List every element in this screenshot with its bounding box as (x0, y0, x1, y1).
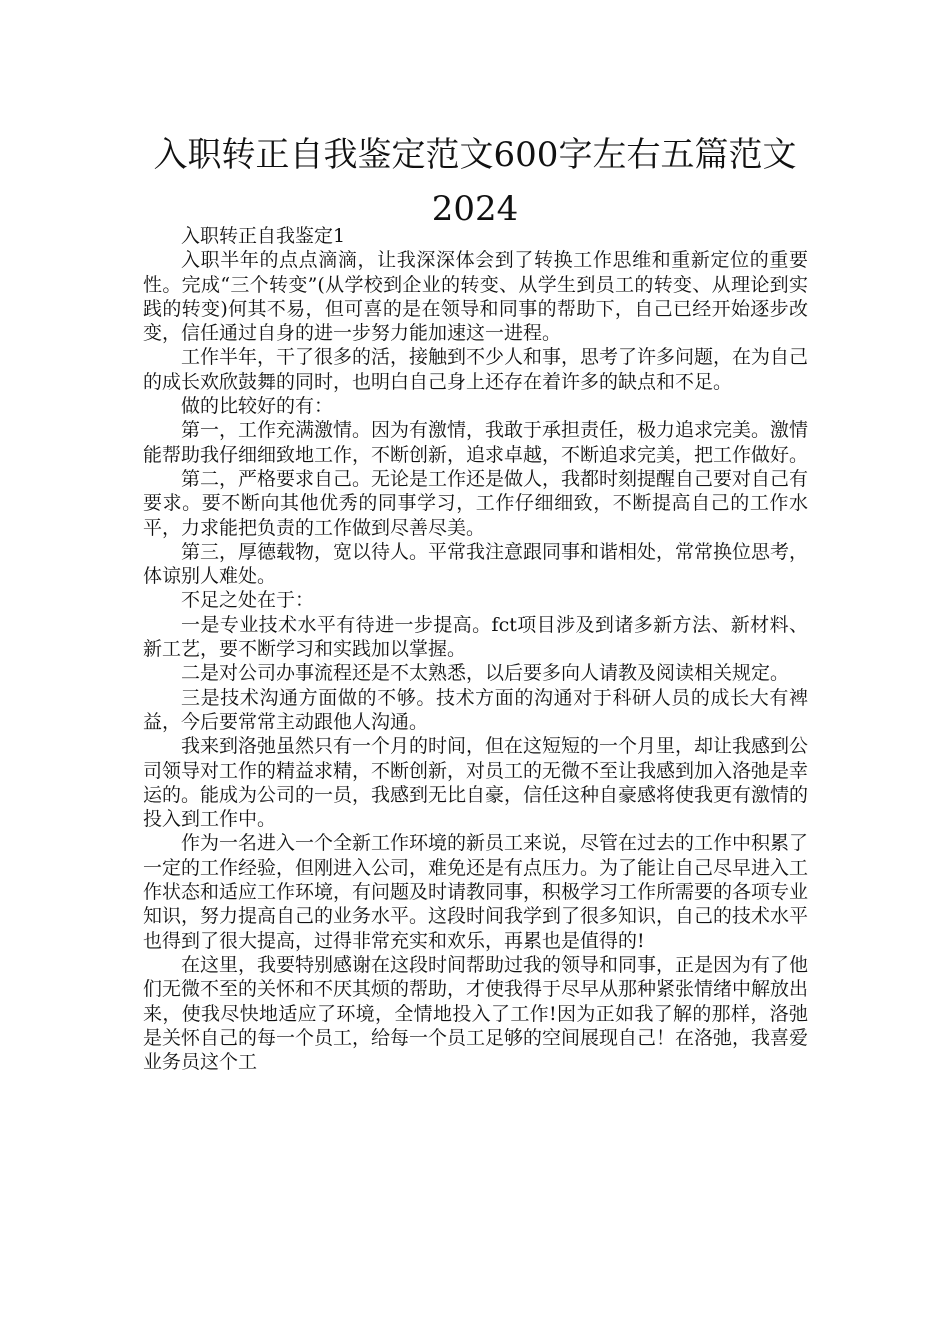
paragraph: 第三，厚德载物，宽以待人。平常我注意跟同事和谐相处，常常换位思考，体谅别人难处。 (143, 540, 809, 588)
paragraph: 我来到洛弛虽然只有一个月的时间，但在这短短的一个月里，却让我感到公司领导对工作的精益求精，不断创新，对员工的无微不至让我感到加入洛弛是幸运的。能成为公司的一员，我感到无比自豪，信任这种自豪感将使我更有激情的投入到工作中。 (143, 735, 809, 831)
paragraph: 入职半年的点点滴滴，让我深深体会到了转换工作思维和重新定位的重要性。完成“三个转变”(从学校到企业的转变、从学生到员工的转变、从理论到实践的转变)何其不易，但可喜的是在领导和同事的帮助下，自己已经开始逐步改变，信任通过自身的进一步努力能加速这一进程。 (143, 249, 808, 345)
paragraph: 一是专业技术水平有待进一步提高。fct项目涉及到诸多新方法、新材料、新工艺，要不断学习和实践加以掌握。 (143, 613, 808, 661)
paragraph: 在这里，我要特别感谢在这段时间帮助过我的领导和同事，正是因为有了他们无微不至的关怀和不厌其烦的帮助，才使我得于尽早从那种紧张情绪中解放出来，使我尽快地适应了环境，全情地投入了工作!因为正如我了解的那样，洛弛是关怀自己的每一个员工，给每一个员工足够的空间展现自己！在洛弛，我喜爱业务员这个工 (143, 953, 809, 1074)
paragraph: 不足之处在于： (181, 589, 315, 612)
document-title: 入职转正自我鉴定范文600字左右五篇范文2024 (153, 135, 797, 229)
paragraph: 二是对公司办事流程还是不太熟悉，以后要多向人请教及阅读相关规定。 (181, 662, 790, 685)
document-body (143, 224, 808, 1074)
paragraph: 工作半年，干了很多的活，接触到不少人和事，思考了许多问题，在为自己的成长欢欣鼓舞的同时，也明白自己身上还存在着许多的缺点和不足。 (143, 346, 809, 393)
paragraph: 做的比较好的有： (181, 395, 334, 418)
paragraph: 作为一名进入一个全新工作环境的新员工来说，尽管在过去的工作中积累了一定的工作经验，但刚进入公司，难免还是有点压力。为了能让自己尽早进入工作状态和适应工作环境，有问题及时请教同事，积极学习工作所需要的各项专业知识，努力提高自己的业务水平。这段时间我学到了很多知识，自己的技术水平也得到了很大提高，过得非常充实和欢乐，再累也是值得的! (143, 832, 809, 952)
paragraph: 第二，严格要求自己。无论是工作还是做人，我都时刻提醒自己要对自己有要求。要不断向其他优秀的同事学习，工作仔细细致，不断提高自己的工作水平，力求能把负责的工作做到尽善尽美。 (143, 467, 809, 539)
paragraph: 第一，工作充满激情。因为有激情，我敢于承担责任，极力追求完美。激情能帮助我仔细细致地工作，不断创新，追求卓越，不断追求完美，把工作做好。 (143, 419, 809, 466)
paragraph: 三是技术沟通方面做的不够。技术方面的沟通对于科研人员的成长大有裨益，今后要常常主动跟他人沟通。 (143, 686, 808, 733)
section-heading: 入职转正自我鉴定1 (181, 225, 346, 247)
